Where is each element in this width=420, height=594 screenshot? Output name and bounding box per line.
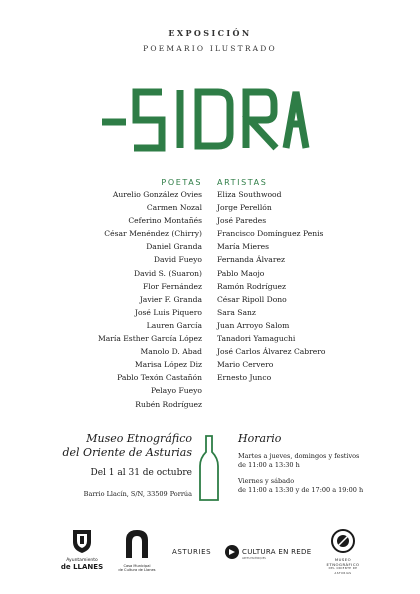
artists-heading: ARTISTAS <box>217 178 268 187</box>
schedule-weekday-days: Martes a jueves, domingos y festivos <box>238 452 360 460</box>
schedule-weekend-days: Viernes y sábado <box>238 477 295 485</box>
casa-label-line-1: Casa Municipal <box>123 564 151 568</box>
poet-name: María Esther García López <box>97 334 202 344</box>
venue-address: Barrio Llacín, S/N, 33509 Porrúa <box>83 490 192 498</box>
poet-name: Flor Fernández <box>143 281 202 291</box>
artist-name: Ernesto Junco <box>217 373 272 383</box>
venue-line-2: del Oriente de Asturias <box>62 446 192 459</box>
venue-name <box>62 432 192 460</box>
poet-name: Marisa López Diz <box>134 360 202 370</box>
artist-name: María Mieres <box>217 242 270 252</box>
artist-name: Tanadori Yamaguchi <box>217 334 296 344</box>
poet-name: Ceferino Montañés <box>128 216 202 226</box>
poet-name: Manolo D. Abad <box>140 347 202 357</box>
llanes-label-top: Ayuntamiento <box>66 558 98 563</box>
artist-name: Sara Sanz <box>217 307 256 317</box>
poet-name: Javier F. Granda <box>139 294 202 304</box>
schedule-weekend-hours: de 11:00 a 13:30 y de 17:00 a 19:00 h <box>238 486 364 494</box>
museo-label-line-2: ETNOGRÁFICO <box>326 561 360 567</box>
poet-name: José Luis Piquero <box>134 307 202 317</box>
artist-name: Ramón Rodríguez <box>217 281 286 291</box>
sidra-logo <box>100 82 310 154</box>
poet-name: Pablo Texón Castañón <box>117 373 202 383</box>
cultura-en-rede-label: CULTURA EN REDE <box>242 548 312 556</box>
museo-label-line-3: DEL ORIENTE DE ASTURIAS <box>328 567 358 575</box>
schedule-title: Horario <box>238 432 282 445</box>
exhibition-subtitle: POEMARIO ILUSTRADO <box>143 44 277 53</box>
museo-etnografico-logo <box>320 528 366 576</box>
coat-of-arms-icon <box>71 528 93 554</box>
poet-name: Aurelio González Ovies <box>112 190 202 199</box>
llanes-label-name: de LLANES <box>60 563 104 571</box>
exhibition-dates: Del 1 al 31 de octubre <box>90 468 192 478</box>
poet-name: Rubén Rodríguez <box>135 399 202 409</box>
poets-list <box>98 188 202 411</box>
asturies-label: ASTURIES <box>172 548 212 556</box>
poet-name: Daniel Granda <box>146 242 202 252</box>
poet-name: David Fueyo <box>153 255 202 265</box>
venue-line-1: Museo Etnográfico <box>86 432 192 445</box>
schedule-weekday-hours: de 11:00 a 13:30 h <box>238 461 300 469</box>
logo-text: SIDRA <box>205 152 209 153</box>
artist-name: José Carlos Álvarez Cabrero <box>217 347 326 357</box>
artist-name: Francisco Domínguez Penis <box>217 229 324 239</box>
exhibition-kicker: EXPOSICIÓN <box>168 28 252 38</box>
artist-name: César Ripoll Dono <box>217 294 287 304</box>
poet-name: Pelayo Fueyo <box>150 386 202 396</box>
cider-bottle-icon <box>198 434 220 502</box>
poet-name: Carmen Nozal <box>146 203 202 213</box>
poets-heading: POETAS <box>161 178 202 187</box>
artist-name: Mario Cervero <box>217 360 274 370</box>
asturies-cultura-logo <box>172 544 322 560</box>
schedule-weekday <box>238 452 359 470</box>
artist-name: Eliza Southwood <box>217 190 282 199</box>
casa-cultura-logo <box>112 528 162 572</box>
artists-list <box>217 188 326 384</box>
poet-name: Lauren García <box>146 320 202 330</box>
artes-esceniques-label: ARTES ESCÉNIQUES <box>242 557 266 560</box>
artist-name: Fernanda Álvarez <box>217 255 285 265</box>
llanes-council-logo <box>60 528 104 571</box>
museo-label-line-1: MUSEO <box>334 557 352 562</box>
schedule-weekend <box>238 477 363 495</box>
poet-name: David S. (Suaron) <box>133 268 202 278</box>
artist-name: José Paredes <box>217 216 267 226</box>
artist-name: Jorge Perellón <box>217 203 272 213</box>
museum-emblem-icon <box>330 528 356 554</box>
poet-name: César Menéndez (Chirry) <box>104 229 202 239</box>
arch-building-icon <box>122 528 152 560</box>
artist-name: Juan Arroyo Salom <box>217 320 290 330</box>
artist-name: Pablo Maojo <box>217 268 265 278</box>
casa-label-line-2: de Cultura de Llanes <box>118 568 156 573</box>
